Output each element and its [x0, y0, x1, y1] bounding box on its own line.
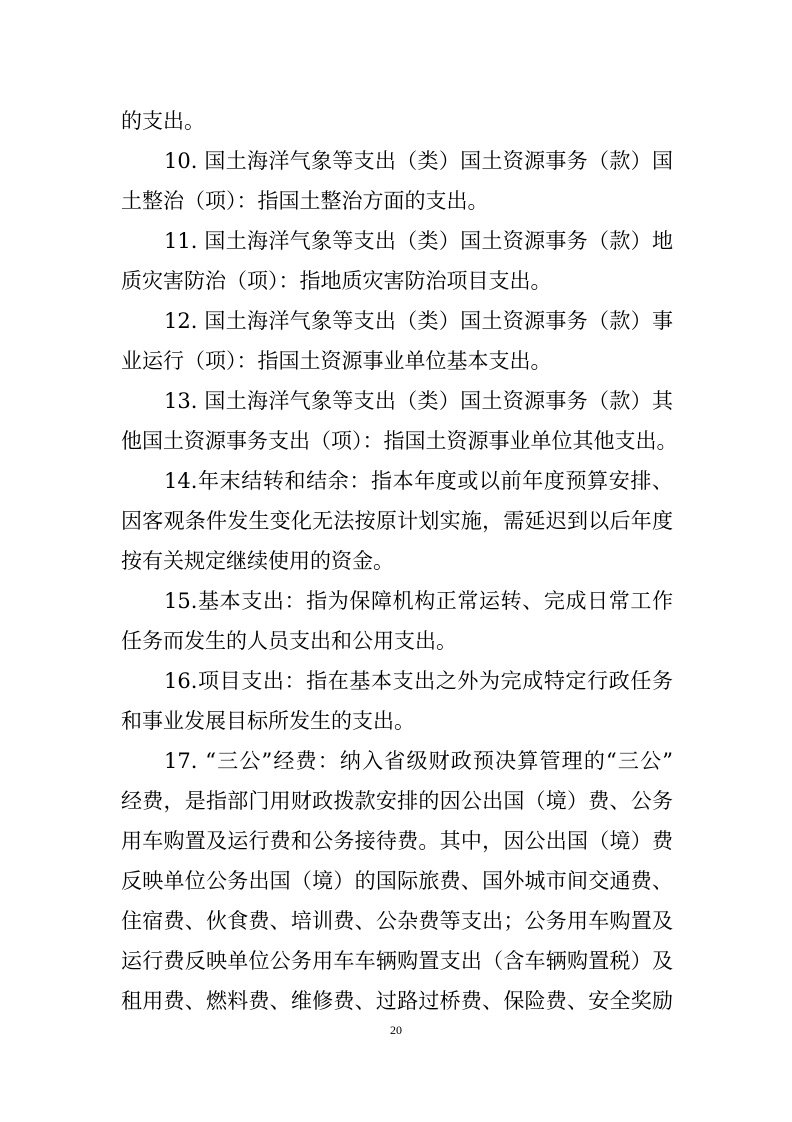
text-line-10: 14.年末结转和结余：指本年度或以前年度预算安排、 [164, 469, 673, 493]
text-line-13: 15.基本支出：指为保障机构正常运转、完成日常工作 [164, 589, 673, 613]
text-line-19: 用车购置及运行费和公务接待费。其中，因公出国（境）费 [121, 829, 673, 853]
text-line-11: 因客观条件发生变化无法按原计划实施，需延迟到以后年度 [121, 509, 673, 533]
page-number: 20 [390, 1023, 402, 1037]
text-line-9: 他国土资源事务支出（项）：指国土资源事业单位其他支出。 [121, 429, 678, 453]
text-line-2: 10. 国土海洋气象等支出（类）国土资源事务（款）国 [164, 149, 673, 173]
text-line-20: 反映单位公务出国（境）的国际旅费、国外城市间交通费、 [121, 869, 673, 893]
text-line-6: 12. 国土海洋气象等支出（类）国土资源事务（款）事 [164, 309, 673, 333]
text-line-4: 11. 国土海洋气象等支出（类）国土资源事务（款）地 [164, 229, 673, 253]
text-line-22: 运行费反映单位公务用车车辆购置支出（含车辆购置税）及 [121, 949, 673, 973]
text-line-8: 13. 国土海洋气象等支出（类）国土资源事务（款）其 [164, 389, 673, 413]
text-line-5: 质灾害防治（项）：指地质灾害防治项目支出。 [121, 269, 552, 293]
text-line-21: 住宿费、伙食费、培训费、公杂费等支出；公务用车购置及 [121, 909, 673, 933]
text-line-3: 土整治（项）：指国土整治方面的支出。 [121, 189, 489, 213]
text-line-12: 按有关规定继续使用的资金。 [121, 549, 394, 573]
text-line-18: 经费，是指部门用财政拨款安排的因公出国（境）费、公务 [121, 789, 673, 813]
text-line-17: 17. “三公”经费：纳入省级财政预决算管理的“三公” [164, 749, 673, 773]
text-line-16: 和事业发展目标所发生的支出。 [121, 709, 415, 733]
text-line-1: 的支出。 [121, 109, 205, 133]
text-line-23: 租用费、燃料费、维修费、过路过桥费、保险费、安全奖励 [121, 989, 673, 1013]
text-line-14: 任务而发生的人员支出和公用支出。 [121, 629, 457, 653]
text-line-15: 16.项目支出：指在基本支出之外为完成特定行政任务 [164, 669, 673, 693]
text-line-7: 业运行（项）：指国土资源事业单位基本支出。 [121, 349, 552, 373]
